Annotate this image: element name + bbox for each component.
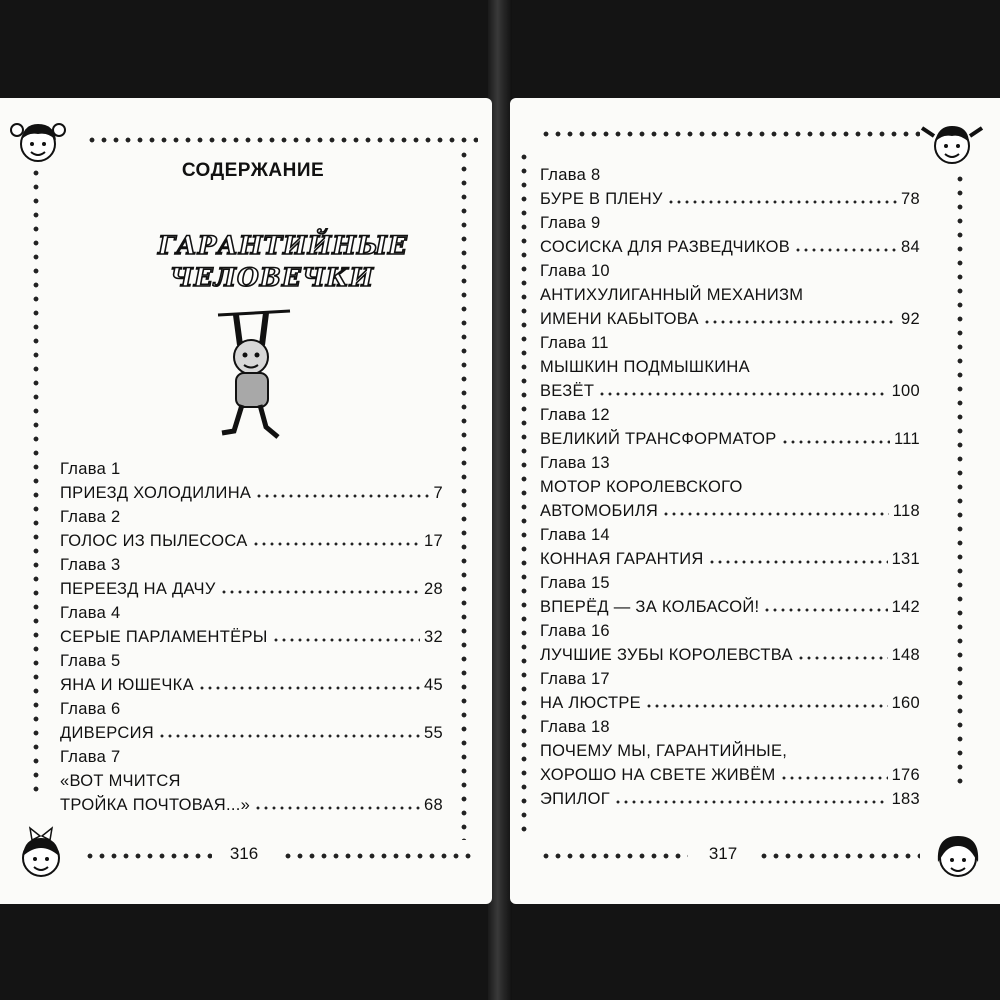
dot-leader: [272, 638, 420, 642]
chapter-page-number: 28: [424, 580, 443, 598]
toc-entry: [60, 457, 443, 505]
dot-leader: [645, 704, 888, 708]
chapter-number: Глава 1: [60, 460, 121, 478]
toc-entry: [540, 619, 920, 667]
page-number-right: 317: [708, 844, 738, 863]
chapter-page-number: 84: [901, 238, 920, 256]
chapter-title-row: [540, 643, 920, 667]
chapter-number: Глава 12: [540, 406, 610, 424]
girl-bob-face-icon: [928, 826, 988, 882]
chapter-title-row: [540, 763, 920, 787]
chapter-number: Глава 10: [540, 262, 610, 280]
toc-entry: [540, 667, 920, 715]
dot-leader: [158, 734, 420, 738]
chapter-title-row: [60, 721, 443, 745]
chapter-title-line: «ВОТ МЧИТСЯ: [60, 772, 181, 790]
chapter-page-number: 160: [891, 694, 920, 712]
border-dots-bottom-right-b: [758, 852, 920, 860]
chapter-page-number: 78: [901, 190, 920, 208]
dot-leader: [252, 542, 420, 546]
chapter-page-number: 7: [433, 484, 443, 502]
dot-leader: [794, 248, 897, 252]
toc-entry: [60, 697, 443, 745]
toc-entry: [540, 403, 920, 451]
border-dots-right-inner: [520, 150, 528, 840]
chapter-number: Глава 3: [60, 556, 121, 574]
dot-leader: [662, 512, 889, 516]
dot-leader: [198, 686, 420, 690]
chapter-number: Глава 4: [60, 604, 121, 622]
toc-entry: [60, 601, 443, 649]
page-heading: СОДЕРЖАНИЕ: [181, 160, 325, 181]
chapter-number: Глава 17: [540, 670, 610, 688]
chapter-title: АВТОМОБИЛЯ: [540, 502, 659, 520]
toc-entry: [540, 571, 920, 619]
border-dots-left-inner: [460, 148, 468, 840]
toc-entry: [60, 505, 443, 553]
border-dots-bottom-left-b: [282, 852, 472, 860]
chapter-title: ЭПИЛОГ: [540, 790, 610, 808]
chapter-number: Глава 7: [60, 748, 121, 766]
border-dots-left-outer: [32, 166, 40, 798]
toc-entry: [540, 715, 920, 787]
book-title-logo: [152, 224, 408, 294]
chapter-title-row: [540, 427, 920, 451]
toc-entry: [540, 259, 920, 331]
chapter-number: Глава 5: [60, 652, 121, 670]
toc-entry: [540, 211, 920, 259]
chapter-page-number: 118: [892, 502, 920, 520]
toc-entry: [540, 331, 920, 403]
chapter-title-row: [540, 499, 920, 523]
chapter-title: НА ЛЮСТРЕ: [540, 694, 641, 712]
chapter-page-number: 17: [424, 532, 443, 550]
girl-face-icon: [8, 112, 68, 170]
dot-leader: [703, 320, 897, 324]
toc-entry: [60, 745, 443, 817]
chapter-title: ВПЕРЁД — ЗА КОЛБАСОЙ!: [540, 598, 760, 616]
border-dots-right-outer: [956, 172, 964, 792]
toc-entry: [540, 787, 920, 811]
chapter-title: ДИВЕРСИЯ: [60, 724, 154, 742]
chapter-number: Глава 8: [540, 166, 601, 184]
chapter-title-line: МОТОР КОРОЛЕВСКОГО: [540, 478, 743, 496]
chapter-title-row: [60, 793, 443, 817]
chapter-title: ЛУЧШИЕ ЗУБЫ КОРОЛЕВСТВА: [540, 646, 793, 664]
chapter-title: ХОРОШО НА СВЕТЕ ЖИВЁМ: [540, 766, 776, 784]
chapter-title: ТРОЙКА ПОЧТОВАЯ...»: [60, 796, 251, 814]
chapter-page-number: 176: [891, 766, 920, 784]
chapter-title-row: [540, 379, 920, 403]
chapter-title-row: [60, 673, 443, 697]
dot-leader: [614, 800, 888, 804]
chapter-page-number: 111: [894, 430, 920, 448]
border-dots-bottom-right-a: [540, 852, 688, 860]
chapter-title: СОСИСКА ДЛЯ РАЗВЕДЧИКОВ: [540, 238, 791, 256]
chapter-number: Глава 18: [540, 718, 610, 736]
dot-leader: [708, 560, 888, 564]
chapter-title: ИМЕНИ КАБЫТОВА: [540, 310, 699, 328]
chapter-page-number: 32: [424, 628, 443, 646]
girl-face-bow-icon: [10, 826, 72, 882]
chapter-title-row: [540, 787, 920, 811]
chapter-title: БУРЕ В ПЛЕНУ: [540, 190, 663, 208]
chapter-title: ПРИЕЗД ХОЛОДИЛИНА: [60, 484, 252, 502]
chapter-page-number: 148: [891, 646, 920, 664]
dot-leader: [598, 392, 887, 396]
toc-entry: [60, 649, 443, 697]
dot-leader: [780, 776, 888, 780]
border-dots-top-left: [86, 136, 478, 144]
book-title-line1: ГАРАНТИЙНЫЕ: [158, 231, 408, 260]
toc-left: [60, 457, 443, 817]
dot-leader: [254, 806, 420, 810]
chapter-number: Глава 13: [540, 454, 610, 472]
chapter-title: ВЕЛИКИЙ ТРАНСФОРМАТОР: [540, 430, 777, 448]
chapter-title: ЯНА И ЮШЕЧКА: [60, 676, 194, 694]
chapter-page-number: 183: [891, 790, 920, 808]
chapter-title-row: [60, 481, 443, 505]
chapter-title-row: [60, 529, 443, 553]
chapter-title: ГОЛОС ИЗ ПЫЛЕСОСА: [60, 532, 248, 550]
dot-leader: [797, 656, 888, 660]
chapter-page-number: 68: [424, 796, 443, 814]
border-dots-bottom-left-a: [84, 852, 212, 860]
chapter-number: Глава 6: [60, 700, 121, 718]
chapter-title-line: МЫШКИН ПОДМЫШКИНА: [540, 358, 750, 376]
chapter-title-row: [540, 235, 920, 259]
chapter-title: КОННАЯ ГАРАНТИЯ: [540, 550, 704, 568]
chapter-title-row: [540, 691, 920, 715]
dot-leader: [763, 608, 887, 612]
chapter-title-line: АНТИХУЛИГАННЫЙ МЕХАНИЗМ: [540, 286, 804, 304]
chapter-title-line: ПОЧЕМУ МЫ, ГАРАНТИЙНЫЕ,: [540, 742, 788, 760]
girl-pigtails-face-icon: [920, 114, 984, 172]
dot-leader: [781, 440, 890, 444]
chapter-title-row: [540, 187, 920, 211]
chapter-page-number: 92: [901, 310, 920, 328]
chapter-title-row: [540, 595, 920, 619]
chapter-title-row: [60, 625, 443, 649]
toc-entry: [540, 523, 920, 571]
chapter-number: Глава 2: [60, 508, 121, 526]
chapter-page-number: 45: [424, 676, 443, 694]
chapter-page-number: 100: [891, 382, 920, 400]
dot-leader: [667, 200, 897, 204]
chapter-number: Глава 11: [540, 334, 609, 352]
page-number-left: 316: [229, 844, 259, 863]
chapter-number: Глава 15: [540, 574, 610, 592]
chapter-number: Глава 14: [540, 526, 610, 544]
toc-entry: [60, 553, 443, 601]
dot-leader: [255, 494, 429, 498]
toc-entry: [540, 163, 920, 211]
chapter-title-row: [540, 307, 920, 331]
chapter-title: ПЕРЕЕЗД НА ДАЧУ: [60, 580, 216, 598]
chapter-number: Глава 9: [540, 214, 601, 232]
toc-right: [540, 163, 920, 811]
chapter-page-number: 142: [891, 598, 920, 616]
toc-entry: [540, 451, 920, 523]
chapter-title: ВЕЗЁТ: [540, 382, 595, 400]
chapter-number: Глава 16: [540, 622, 610, 640]
dot-leader: [220, 590, 420, 594]
chapter-page-number: 131: [891, 550, 920, 568]
border-dots-top-right: [540, 130, 920, 138]
chapter-page-number: 55: [424, 724, 443, 742]
chapter-title-row: [540, 547, 920, 571]
book-title-line2: ЧЕЛОВЕЧКИ: [170, 263, 375, 292]
chapter-title: СЕРЫЕ ПАРЛАМЕНТЁРЫ: [60, 628, 268, 646]
hanging-boy-illustration: [214, 305, 294, 445]
chapter-title-row: [60, 577, 443, 601]
